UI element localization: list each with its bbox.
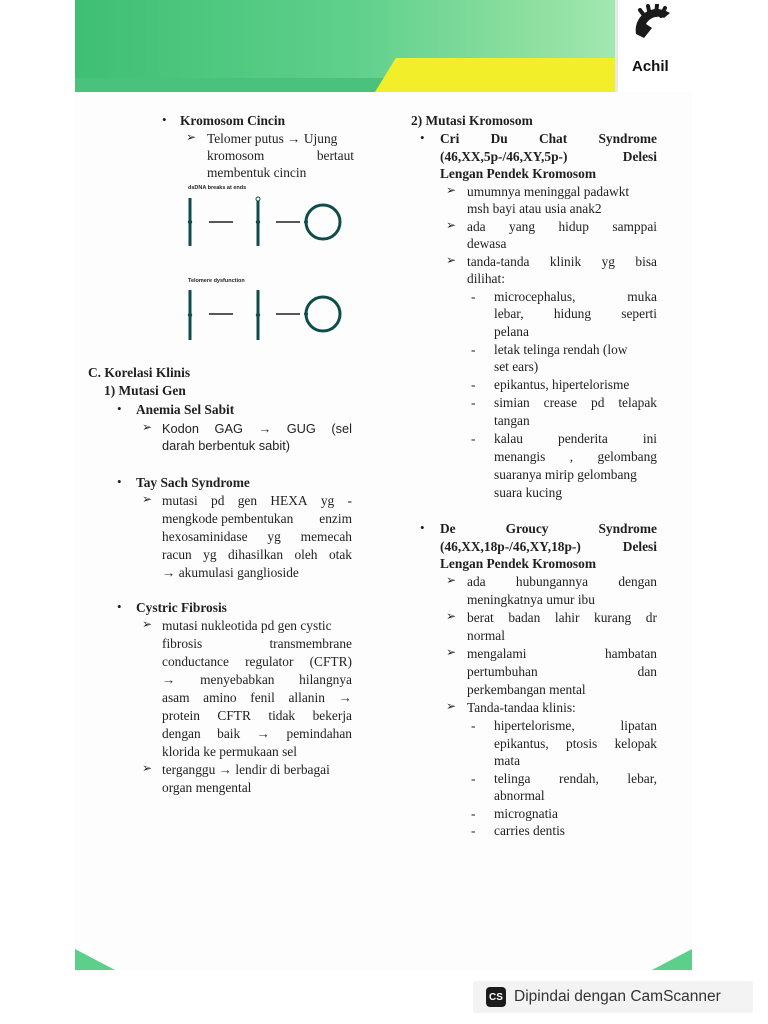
text-line: suaranya mirip gelombang bbox=[494, 467, 637, 482]
ring-chromosome-diagram bbox=[180, 180, 350, 340]
subheading-mutasi-kromosom: 2) Mutasi Kromosom bbox=[411, 113, 533, 128]
text-line: klorida ke permukaan sel bbox=[162, 744, 297, 759]
text-line: hexosaminidase yg memecah bbox=[162, 529, 352, 544]
text-line: Kodon GAG → GUG (sel bbox=[162, 421, 352, 436]
text-line: letak telinga rendah (low bbox=[494, 342, 628, 357]
arrow-icon: ➢ bbox=[446, 183, 457, 197]
camscanner-text: Dipindai dengan CamScanner bbox=[514, 988, 721, 1005]
text-line: kalau penderita ini bbox=[494, 431, 657, 446]
text-line: perkembangan mental bbox=[467, 682, 586, 697]
subheading-mutasi-gen: 1) Mutasi Gen bbox=[104, 383, 186, 398]
dash: - bbox=[471, 823, 476, 838]
heading-cri-du-chat-line2: (46,XX,5p-/46,XY,5p-) Delesi bbox=[440, 149, 657, 164]
dash: - bbox=[471, 431, 476, 446]
diagram-label: Telomere dysfunction bbox=[188, 278, 245, 284]
dash: - bbox=[471, 395, 476, 410]
arrow-icon: ➢ bbox=[142, 761, 153, 775]
bullet: • bbox=[420, 130, 425, 145]
text-line: mata bbox=[494, 753, 521, 768]
bullet: • bbox=[117, 401, 122, 416]
text-line: racun yg dihasilkan oleh otak bbox=[162, 547, 352, 562]
text-line: conductance regulator (CFTR) bbox=[162, 654, 352, 669]
text-line: protein CFTR tidak bekerja bbox=[162, 708, 352, 723]
text-line: umumnya meninggal padawkt bbox=[467, 184, 630, 199]
arrow-icon: ➢ bbox=[446, 609, 457, 623]
heading-de-groucy-line3: Lengan Pendek Kromosom bbox=[440, 556, 596, 571]
arrow-icon: ➢ bbox=[142, 492, 153, 506]
dash: - bbox=[471, 377, 476, 392]
text-line: organ mengental bbox=[162, 780, 252, 795]
arrow-icon: ➢ bbox=[446, 645, 457, 659]
text-line: mutasi nukleotida pd gen cystic bbox=[162, 618, 332, 633]
heading-anemia: Anemia Sel Sabit bbox=[136, 402, 235, 417]
heading-cri-du-chat-line3: Lengan Pendek Kromosom bbox=[440, 166, 596, 181]
text-line: dewasa bbox=[467, 236, 507, 251]
text-line: pertumbuhan dan bbox=[467, 664, 657, 679]
bullet: • bbox=[117, 599, 122, 614]
dash: - bbox=[471, 806, 476, 821]
text-line: tangan bbox=[494, 413, 530, 428]
text-line: lebar, hidung seperti bbox=[494, 306, 657, 321]
text-line: suara kucing bbox=[494, 485, 563, 500]
bullet: • bbox=[162, 112, 167, 127]
text-line: menangis , gelombang bbox=[494, 449, 657, 464]
bullet: • bbox=[117, 474, 122, 489]
text-line: mutasi pd gen HEXA yg - bbox=[162, 493, 352, 508]
heading-tay-sach: Tay Sach Syndrome bbox=[136, 475, 250, 490]
text-line: ada yang hidup samppai bbox=[467, 219, 657, 234]
text-line: tanda-tanda klinik yg bisa bbox=[467, 254, 657, 269]
text-line: msh bayi atau usia anak2 bbox=[467, 201, 602, 216]
text-line: normal bbox=[467, 628, 505, 643]
heading-cystric-fibrosis: Cystric Fibrosis bbox=[136, 600, 227, 615]
arrow-icon: ➢ bbox=[446, 573, 457, 587]
footer-corner-right bbox=[652, 940, 692, 970]
text-line: fibrosis transmembrane bbox=[162, 636, 352, 651]
diagram-label: dsDNA breaks at ends bbox=[188, 185, 247, 191]
header-yellow-strip bbox=[375, 58, 635, 92]
text-line: set ears) bbox=[494, 359, 539, 374]
dash: - bbox=[471, 289, 476, 304]
dash: - bbox=[471, 342, 476, 357]
dash: - bbox=[471, 718, 476, 733]
text-line: hipertelorisme, lipatan bbox=[494, 718, 657, 733]
text-line: kromosom bertaut bbox=[207, 148, 354, 163]
text-line: carries dentis bbox=[494, 823, 566, 838]
text-line: simian crease pd telapak bbox=[494, 395, 657, 410]
bullet: • bbox=[420, 520, 425, 535]
heading-cri-du-chat: Cri Du Chat Syndrome bbox=[440, 131, 657, 146]
text-line: asam amino fenil allanin → bbox=[162, 690, 352, 705]
text-line: → menyebabkan hilangnya bbox=[162, 672, 352, 687]
arrow-icon: ➢ bbox=[446, 253, 457, 267]
logo-box bbox=[615, 0, 692, 92]
arrow-icon: ➢ bbox=[446, 218, 457, 232]
text-line: Tanda-tandaa klinis: bbox=[467, 700, 576, 715]
dash: - bbox=[471, 771, 476, 786]
text-line: mengkode pembentukan enzim bbox=[162, 511, 352, 526]
text-line: ada hubungannya dengan bbox=[467, 574, 657, 589]
text-line: → akumulasi ganglioside bbox=[162, 565, 299, 580]
heading-de-groucy: De Groucy Syndrome bbox=[440, 521, 657, 536]
text-line: dengan baik → pemindahan bbox=[162, 726, 352, 741]
text-line: epikantus, hipertelorisme bbox=[494, 377, 630, 392]
text-line: telinga rendah, lebar, bbox=[494, 771, 657, 786]
text-line: Telomer putus → Ujung bbox=[207, 131, 338, 146]
text-line: pelana bbox=[494, 324, 529, 339]
text-line: abnormal bbox=[494, 788, 545, 803]
text-line: membentuk cincin bbox=[207, 165, 307, 180]
text-line: microcephalus, muka bbox=[494, 289, 657, 304]
section-heading-korelasi: C. Korelasi Klinis bbox=[88, 365, 191, 380]
text-line: berat badan lahir kurang dr bbox=[467, 610, 657, 625]
camscanner-watermark bbox=[473, 981, 753, 1013]
arrow-icon: ➢ bbox=[186, 130, 197, 144]
text-line: epikantus, ptosis kelopak bbox=[494, 736, 657, 751]
camscanner-logo-icon: CS bbox=[486, 987, 506, 1007]
logo-text: Achil bbox=[632, 58, 669, 75]
arrow-icon: ➢ bbox=[446, 699, 457, 713]
text-line: meningkatnya umur ibu bbox=[467, 592, 595, 607]
text-line: micrognatia bbox=[494, 806, 558, 821]
laurel-helmet-icon bbox=[630, 4, 674, 44]
heading-de-groucy-line2: (46,XX,18p-/46,XY,18p-) Delesi bbox=[440, 539, 657, 554]
text-line: mengalami hambatan bbox=[467, 646, 657, 661]
text-line: terganggu → lendir di berbagai bbox=[162, 762, 330, 777]
text-line: darah berbentuk sabit) bbox=[162, 438, 291, 453]
footer-corner-left bbox=[75, 940, 115, 970]
heading-kromosom-cincin: Kromosom Cincin bbox=[180, 113, 286, 128]
text-line: dilihat: bbox=[467, 271, 505, 286]
arrow-icon: ➢ bbox=[142, 420, 153, 434]
header-green-strip bbox=[75, 78, 415, 92]
arrow-icon: ➢ bbox=[142, 617, 153, 631]
